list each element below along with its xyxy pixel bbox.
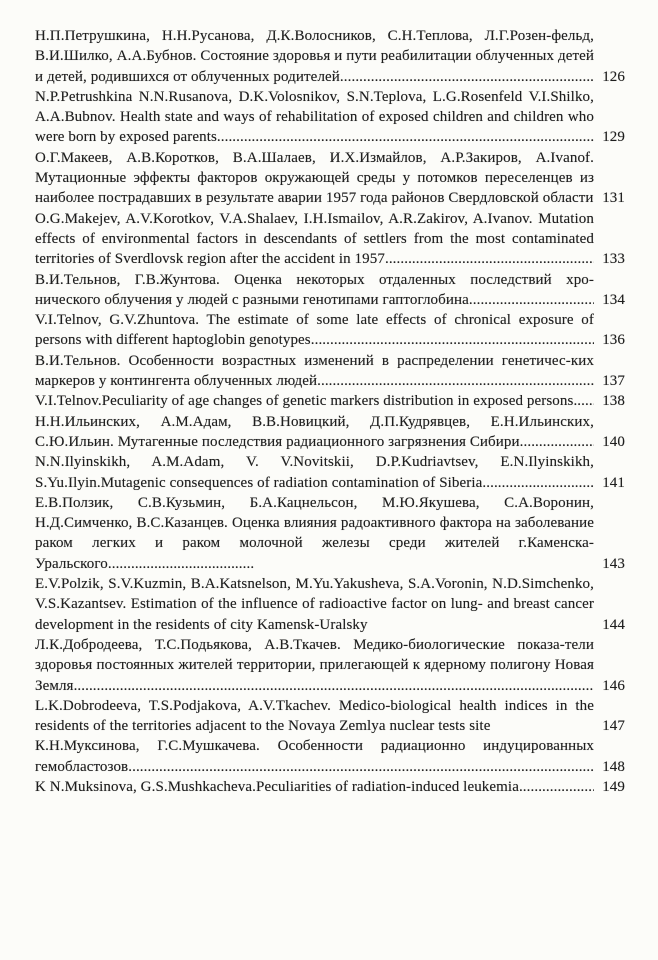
toc-entry (35, 493, 625, 574)
entry-body (35, 351, 594, 392)
entry-page-number: 131 (602, 190, 625, 207)
toc-list (35, 26, 625, 797)
toc-entry (35, 148, 625, 209)
toc-entry (35, 310, 625, 351)
entry-page-number: 134 (602, 291, 625, 308)
entry-body (35, 412, 594, 453)
toc-entry (35, 412, 625, 453)
entry-body (35, 635, 594, 696)
entry-body (35, 87, 594, 148)
entry-page-number: 137 (602, 373, 625, 390)
entry-text: О.Г.Макеев, А.В.Коротков, В.А.Шалаев, И.Х.Измайлов, А.Р.Закиров, A.Ivanof. Мутационные эффекты факторов окружающей среды у потомков переселенцев из наиболее пострадавших в результате аварии 1957 года районов Свердловской области (35, 149, 594, 207)
entry-text: N.P.Petrushkina N.N.Rusanova, D.K.Volosnikov, S.N.Teplova, L.G.Rosenfeld V.I.Shilko, A.A.Bubnov. Health state and ways of rehabilitation of exposed children and children who were born by exposed parents (35, 88, 594, 146)
entry-body (35, 736, 594, 777)
toc-entry (35, 777, 625, 797)
entry-body (35, 209, 594, 270)
entry-page-number: 148 (602, 758, 625, 775)
toc-entry (35, 391, 625, 411)
toc-entry (35, 736, 625, 777)
entry-text: E.V.Polzik, S.V.Kuzmin, B.A.Katsnelson, M.Yu.Yakusheva, S.A.Voronin, N.D.Simchenko, V.S.Kazantsev. Estimation of the influence of radioactive factor on lung- and breast cancer development in the residents of city Kamensk-Uralsky (35, 576, 594, 633)
entry-text: К.Н.Муксинова, Г.С.Мушкачева. Особенности радиационно индуцированных гемобластозов (35, 738, 594, 775)
entry-page-number: 133 (602, 251, 625, 268)
entry-text: V.I.Telnov.Peculiarity of age changes of genetic markers distribution in exposed persons (35, 393, 574, 410)
entry-text: В.И.Тельнов, Г.В.Жунтова. Оценка некоторых отдаленных последствий хро-нического облучения у людей с разными генотипами гаптоглобина (35, 271, 594, 308)
entry-page-number: 149 (602, 778, 625, 795)
toc-entry (35, 574, 625, 635)
entry-page-number: 136 (602, 332, 625, 349)
entry-page-number: 146 (602, 677, 625, 694)
entry-page-number: 129 (602, 129, 625, 146)
entry-text: O.G.Makejev, A.V.Korotkov, V.A.Shalaev, I.H.Ismailov, A.R.Zakirov, A.Ivanov. Mutation effects of environmental factors in descendants of settlers from the most contaminated territories of Sverdlovsk region after the accident in 1957 (35, 210, 594, 268)
entry-text: Н.П.Петрушкина, Н.Н.Русанова, Д.К.Волосников, С.Н.Теплова, Л.Г.Розен-фельд, В.И.Шилко, А.А.Бубнов. Состояние здоровья и пути реабилитации облученных детей и детей, родившихся от облученных родителей (35, 28, 594, 85)
entry-body (35, 574, 594, 635)
entry-text: K N.Muksinova, G.S.Mushkacheva.Peculiarities of radiation-induced leukemia (35, 778, 519, 795)
toc-entry (35, 351, 625, 392)
entry-page-number: 126 (602, 68, 625, 85)
entry-body (35, 696, 594, 737)
entry-text: L.K.Dobrodeeva, T.S.Podjakova, A.V.Tkachev. Medico-biological health indices in the residents of the territories adjacent to the Novaya Zemlya nuclear tests site (35, 697, 594, 735)
entry-text: V.I.Telnov, G.V.Zhuntova. The estimate of some late effects of chronical exposure of persons with different haptoglobin genotypes (35, 312, 594, 349)
entry-body (35, 26, 594, 87)
entry-body (35, 493, 594, 574)
entry-body (35, 777, 594, 797)
entry-page-number: 141 (602, 474, 625, 491)
entry-page-number: 144 (602, 616, 625, 633)
entry-text: N.N.Ilyinskikh, A.M.Adam, V. V.Novitskii, D.P.Kudriavtsev, E.N.Ilyinskikh, S.Yu.Ilyin.Mutagenic consequences of radiation contamination of Siberia (35, 454, 594, 491)
toc-entry (35, 87, 625, 148)
entry-text: Л.К.Добродеева, Т.С.Подьякова, А.В.Ткачев. Медико-биологические показа-тели здоровья постоянных жителей территории, прилегающей к ядерному полигону Новая Земля (35, 636, 594, 694)
toc-entry (35, 209, 625, 270)
toc-entry (35, 26, 625, 87)
entry-page-number: 140 (602, 433, 625, 450)
entry-body (35, 148, 594, 209)
entry-text: В.И.Тельнов. Особенности возрастных изменений в распределении генетичес-ких маркеров у контингента облученных людей (35, 352, 594, 390)
entry-page-number: 147 (602, 718, 625, 735)
entry-text: Н.Н.Ильинских, А.М.Адам, В.В.Новицкий, Д.П.Кудрявцев, Е.Н.Ильинских, С.Ю.Ильин. Мутагенные последствия радиационного загрязнения Сибири (35, 413, 594, 450)
entry-body (35, 391, 594, 411)
entry-page-number: 138 (602, 393, 625, 410)
entry-body (35, 452, 594, 493)
entry-body (35, 270, 594, 311)
toc-entry (35, 696, 625, 737)
entry-text: Е.В.Ползик, С.В.Кузьмин, Б.А.Кацнельсон, М.Ю.Якушева, С.А.Воронин, Н.Д.Симченко, В.С.Казанцев. Оценка влияния радоактивного фактора на заболевание раком легких и раком молочной железы среди жителей г.Каменска-Уральского...................................... (35, 494, 594, 572)
toc-entry (35, 635, 625, 696)
entry-page-number: 143 (602, 555, 625, 572)
toc-entry (35, 270, 625, 311)
toc-entry (35, 452, 625, 493)
entry-body (35, 310, 594, 351)
